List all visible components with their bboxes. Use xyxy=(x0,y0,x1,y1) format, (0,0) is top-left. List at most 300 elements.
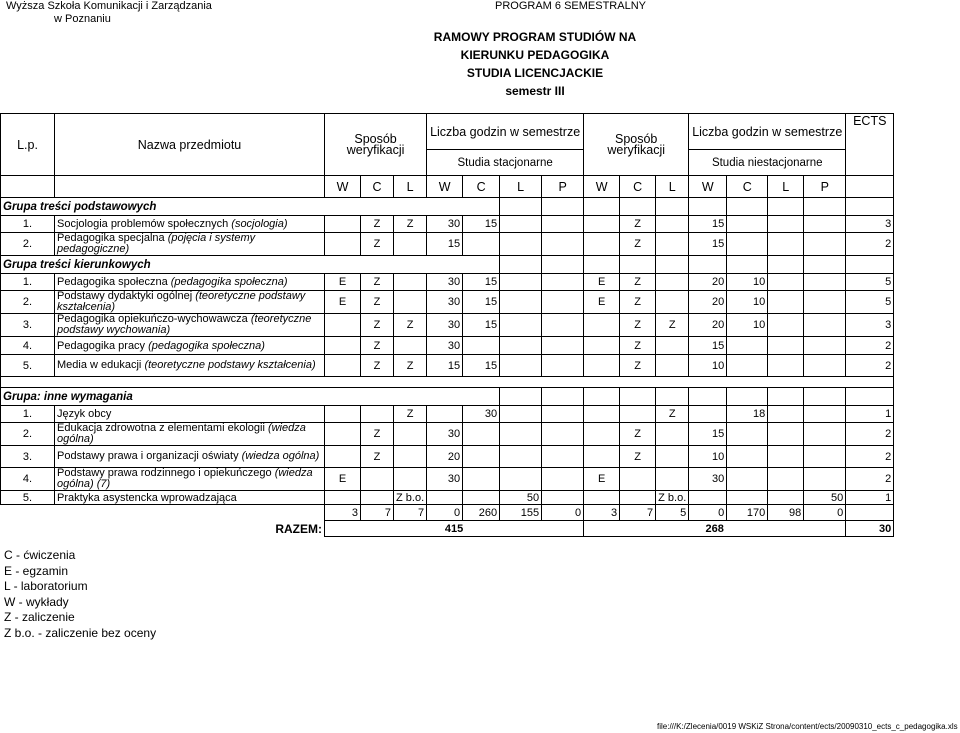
row-subject xyxy=(55,274,325,291)
group-blank-cell xyxy=(804,198,846,216)
row-lp: 4. xyxy=(1,337,55,355)
col-name-header: Nazwa przedmiotu xyxy=(55,114,325,176)
subject-suffix: (wiedza ogólna) xyxy=(57,422,306,445)
row-value xyxy=(427,491,463,505)
subject-name: Edukacja zdrowotna z elementami ekologii xyxy=(57,422,265,434)
row-value xyxy=(768,337,804,355)
razem-st-total: 415 xyxy=(325,521,584,537)
row-lp: 2. xyxy=(1,291,55,314)
count-cell: 0 xyxy=(542,505,584,521)
row-value xyxy=(804,406,846,423)
row-value: Z xyxy=(361,233,394,256)
row-value xyxy=(768,233,804,256)
row-value xyxy=(727,468,768,491)
row-value xyxy=(768,446,804,468)
row-value xyxy=(542,491,584,505)
row-value xyxy=(542,446,584,468)
row-value: E xyxy=(584,468,620,491)
legend-item: Z b.o. - zaliczenie bez oceny xyxy=(4,625,157,640)
row-value: 5 xyxy=(846,291,894,314)
group-blank-cell xyxy=(620,198,656,216)
row-value: 15 xyxy=(689,337,727,355)
row-value: Z xyxy=(361,446,394,468)
count-cell: 7 xyxy=(620,505,656,521)
row-value: Z xyxy=(656,314,689,337)
row-value xyxy=(768,291,804,314)
row-value xyxy=(768,355,804,377)
count-cell: 0 xyxy=(427,505,463,521)
row-value xyxy=(584,446,620,468)
row-value: Z xyxy=(620,446,656,468)
row-value xyxy=(656,337,689,355)
row-value: Z xyxy=(620,274,656,291)
row-value: Z xyxy=(361,337,394,355)
col-sposob-st-header: Sposób weryfikacji xyxy=(325,114,427,176)
row-value xyxy=(620,468,656,491)
row-value xyxy=(768,491,804,505)
row-value xyxy=(656,233,689,256)
table-row xyxy=(1,233,894,256)
row-value xyxy=(463,423,500,446)
row-value xyxy=(656,468,689,491)
razem-ns-total: 268 xyxy=(584,521,846,537)
row-value xyxy=(394,423,427,446)
row-lp: 1. xyxy=(1,274,55,291)
row-value xyxy=(804,233,846,256)
sub-ns-hours-p: P xyxy=(804,176,846,198)
row-value: 30 xyxy=(463,406,500,423)
col-hours-ns-header: Liczba godzin w semestrze xyxy=(689,114,846,150)
group-title: Grupa treści kierunkowych xyxy=(1,256,500,274)
row-subject xyxy=(55,216,325,233)
row-value: 30 xyxy=(427,291,463,314)
row-value: Z xyxy=(394,406,427,423)
subject-name: Podstawy prawa i organizacji oświaty xyxy=(57,450,239,462)
row-subject xyxy=(55,355,325,377)
count-cell: 3 xyxy=(325,505,361,521)
sub-st-sposob-c: C xyxy=(361,176,394,198)
legend-item: Z - zaliczenie xyxy=(4,610,75,624)
legend-item: E - egzamin xyxy=(4,563,69,578)
group-blank-cell xyxy=(584,198,620,216)
row-value xyxy=(500,337,542,355)
group-blank-cell xyxy=(656,256,689,274)
count-cell: 260 xyxy=(463,505,500,521)
sub-st-hours-w: W xyxy=(427,176,463,198)
row-value xyxy=(804,216,846,233)
legend-item: L - laboratorium xyxy=(4,579,88,593)
row-value: Z xyxy=(361,216,394,233)
row-value xyxy=(804,337,846,355)
row-value xyxy=(542,423,584,446)
group-blank-cell xyxy=(768,256,804,274)
row-lp: 5. xyxy=(1,491,55,505)
row-value xyxy=(500,406,542,423)
row-value xyxy=(727,337,768,355)
group-blank-cell xyxy=(500,198,542,216)
group-blank-cell xyxy=(542,256,584,274)
row-value xyxy=(542,468,584,491)
counts-blank xyxy=(1,505,55,521)
row-value: 30 xyxy=(427,216,463,233)
row-value xyxy=(584,233,620,256)
row-value: Z xyxy=(620,314,656,337)
row-value: 5 xyxy=(846,274,894,291)
group-blank-cell xyxy=(804,256,846,274)
row-value: 10 xyxy=(727,274,768,291)
group-blank-cell xyxy=(542,198,584,216)
row-value xyxy=(361,468,394,491)
subject-suffix: (teoretyczne podstawy wychowania) xyxy=(57,313,312,336)
row-value: Z xyxy=(394,355,427,377)
subject-suffix: (pedagogika społeczna) xyxy=(170,276,288,288)
row-value: Z xyxy=(620,337,656,355)
row-value xyxy=(463,337,500,355)
subject-suffix: (teoretyczne podstawy kształcenia) xyxy=(57,290,306,313)
row-value: E xyxy=(325,274,361,291)
group-blank-cell xyxy=(846,388,894,406)
row-subject xyxy=(55,491,325,505)
row-value: 2 xyxy=(846,355,894,377)
row-value: Z xyxy=(361,314,394,337)
row-value: 15 xyxy=(463,274,500,291)
col-lp-header: L.p. xyxy=(1,114,55,176)
row-value xyxy=(804,274,846,291)
group-blank-cell xyxy=(542,388,584,406)
row-value xyxy=(768,423,804,446)
row-lp: 1. xyxy=(1,406,55,423)
group-blank-cell xyxy=(500,388,542,406)
subheader-blank xyxy=(1,176,55,198)
group-blank-cell xyxy=(689,256,727,274)
row-value: 20 xyxy=(689,274,727,291)
count-cell: 155 xyxy=(500,505,542,521)
subheader-blank xyxy=(846,176,894,198)
table-row xyxy=(1,291,894,314)
row-lp: 3. xyxy=(1,314,55,337)
group-blank-cell xyxy=(656,388,689,406)
group-blank-cell xyxy=(727,198,768,216)
row-value xyxy=(689,406,727,423)
row-value xyxy=(325,446,361,468)
row-value xyxy=(727,423,768,446)
row-value xyxy=(500,291,542,314)
row-value xyxy=(394,233,427,256)
row-value xyxy=(768,406,804,423)
counts-blank xyxy=(55,505,325,521)
table-row xyxy=(1,406,894,423)
subject-name: Pedagogika społeczna xyxy=(57,276,168,288)
row-value: 10 xyxy=(689,355,727,377)
sub-ns-hours-c: C xyxy=(727,176,768,198)
sub-ns-sposob-w: W xyxy=(584,176,620,198)
row-value xyxy=(394,446,427,468)
row-lp: 5. xyxy=(1,355,55,377)
subject-name: Pedagogika specjalna xyxy=(57,232,165,244)
school-name: Wyższa Szkoła Komunikacji i Zarządzania w Poznaniu xyxy=(6,0,212,25)
razem-row xyxy=(1,521,894,537)
sub-st-hours-c: C xyxy=(463,176,500,198)
subject-name: Pedagogika opiekuńczo-wychowawcza xyxy=(57,313,248,325)
row-value xyxy=(727,446,768,468)
group-blank-cell xyxy=(620,388,656,406)
row-value xyxy=(325,491,361,505)
sub-st-hours-p: P xyxy=(542,176,584,198)
row-lp: 2. xyxy=(1,233,55,256)
row-value: 30 xyxy=(427,468,463,491)
row-value xyxy=(804,355,846,377)
row-value: Z xyxy=(620,355,656,377)
group-blank-cell xyxy=(584,256,620,274)
count-cell: 0 xyxy=(689,505,727,521)
table-row xyxy=(1,216,894,233)
subject-name: Podstawy prawa rodzinnego i opiekuńczego xyxy=(57,467,272,479)
row-value: 20 xyxy=(689,291,727,314)
count-cell: 0 xyxy=(804,505,846,521)
row-value: 30 xyxy=(427,274,463,291)
row-value xyxy=(500,468,542,491)
row-value xyxy=(325,406,361,423)
row-value xyxy=(542,291,584,314)
row-value: Z xyxy=(620,233,656,256)
spacer-row xyxy=(1,377,894,388)
row-value xyxy=(584,406,620,423)
row-value: Z xyxy=(361,291,394,314)
sub-ns-hours-l: L xyxy=(768,176,804,198)
row-value: 2 xyxy=(846,337,894,355)
row-value xyxy=(500,233,542,256)
group-blank-cell xyxy=(727,388,768,406)
sub-st-hours-l: L xyxy=(500,176,542,198)
counts-blank xyxy=(846,505,894,521)
row-subject xyxy=(55,406,325,423)
row-value xyxy=(768,314,804,337)
row-value xyxy=(584,216,620,233)
program-label: PROGRAM 6 SEMESTRALNY xyxy=(495,0,646,12)
group-blank-cell xyxy=(727,256,768,274)
row-value: 10 xyxy=(727,314,768,337)
row-value xyxy=(584,355,620,377)
subject-suffix: (socjologia) xyxy=(231,218,288,230)
subject-suffix: (pedagogika społeczna) xyxy=(148,339,265,352)
group-blank-cell xyxy=(656,198,689,216)
row-value: 18 xyxy=(727,406,768,423)
table-row xyxy=(1,274,894,291)
row-value xyxy=(500,446,542,468)
count-cell: 7 xyxy=(361,505,394,521)
group-blank-cell xyxy=(768,198,804,216)
row-value: 15 xyxy=(689,216,727,233)
row-value: E xyxy=(584,274,620,291)
row-value xyxy=(727,233,768,256)
row-value xyxy=(325,355,361,377)
razem-label: RAZEM: xyxy=(55,521,325,537)
row-value: 50 xyxy=(500,491,542,505)
count-cell: 98 xyxy=(768,505,804,521)
row-value xyxy=(394,291,427,314)
row-lp: 4. xyxy=(1,468,55,491)
row-value: 15 xyxy=(463,314,500,337)
row-value: 10 xyxy=(727,291,768,314)
sub-ns-sposob-c: C xyxy=(620,176,656,198)
subject-suffix: (pojęcia i systemy pedagogiczne) xyxy=(57,232,256,255)
row-value: Z b.o. xyxy=(394,491,427,505)
row-value xyxy=(584,337,620,355)
sub-ns-sposob-l: L xyxy=(656,176,689,198)
curriculum-table xyxy=(0,113,894,537)
subject-name: Pedagogika pracy xyxy=(57,339,146,352)
row-value xyxy=(325,216,361,233)
legend-item: C - ćwiczenia xyxy=(4,548,76,562)
row-value xyxy=(584,314,620,337)
row-value xyxy=(325,423,361,446)
row-value xyxy=(500,423,542,446)
footer-path: file:///K:/Zlecenia/0019 WSKiZ Strona/content/ects/20090310_ects_c_pedagogika.xls xyxy=(657,722,958,731)
row-value: 2 xyxy=(846,446,894,468)
col-ects-header: ECTS xyxy=(846,114,894,176)
group-blank-cell xyxy=(768,388,804,406)
row-value xyxy=(325,314,361,337)
row-value: 15 xyxy=(463,291,500,314)
row-value: Z xyxy=(656,406,689,423)
row-value: Z xyxy=(620,216,656,233)
row-value: Z b.o. xyxy=(656,491,689,505)
row-value xyxy=(542,314,584,337)
row-value xyxy=(542,233,584,256)
row-value: 2 xyxy=(846,468,894,491)
row-value xyxy=(325,233,361,256)
page-title: RAMOWY PROGRAM STUDIÓW NA KIERUNKU PEDAGOGIKA STUDIA LICENCJACKIE semestr III xyxy=(433,30,637,98)
row-value xyxy=(500,274,542,291)
row-value: 3 xyxy=(846,314,894,337)
row-subject xyxy=(55,468,325,491)
legend-item: W - wykłady xyxy=(4,594,69,609)
subject-suffix: (wiedza ogólna) (7) xyxy=(57,467,313,490)
row-value xyxy=(500,216,542,233)
row-value xyxy=(463,491,500,505)
row-value xyxy=(768,216,804,233)
group-blank-cell xyxy=(846,256,894,274)
row-value: Z xyxy=(394,216,427,233)
row-value: 1 xyxy=(846,491,894,505)
row-value xyxy=(500,314,542,337)
group-title: Grupa treści podstawowych xyxy=(1,198,500,216)
group-blank-cell xyxy=(689,388,727,406)
row-lp: 1. xyxy=(1,216,55,233)
row-subject xyxy=(55,314,325,337)
row-value: 30 xyxy=(427,314,463,337)
row-value xyxy=(689,491,727,505)
row-value: 15 xyxy=(463,355,500,377)
studia-ns-label: Studia niestacjonarne xyxy=(689,150,846,176)
row-subject xyxy=(55,291,325,314)
subject-name: Język obcy xyxy=(57,408,112,420)
row-value: Z xyxy=(620,291,656,314)
row-value: 15 xyxy=(427,233,463,256)
subject-name: Praktyka asystencka wprowadzająca xyxy=(57,491,237,504)
sub-ns-hours-w: W xyxy=(689,176,727,198)
group-blank-cell xyxy=(689,198,727,216)
row-value: 30 xyxy=(689,468,727,491)
row-value xyxy=(325,337,361,355)
count-cell: 5 xyxy=(656,505,689,521)
row-value: 30 xyxy=(427,423,463,446)
row-value xyxy=(542,274,584,291)
row-value xyxy=(804,468,846,491)
sub-st-sposob-l: L xyxy=(394,176,427,198)
sub-st-sposob-w: W xyxy=(325,176,361,198)
row-value xyxy=(804,291,846,314)
row-subject xyxy=(55,446,325,468)
row-value xyxy=(804,446,846,468)
row-value: 2 xyxy=(846,423,894,446)
row-value xyxy=(620,406,656,423)
row-subject xyxy=(55,337,325,355)
table-row xyxy=(1,355,894,377)
table-row xyxy=(1,314,894,337)
row-value: 15 xyxy=(689,233,727,256)
row-subject xyxy=(55,423,325,446)
row-value: 3 xyxy=(846,216,894,233)
counts-row xyxy=(1,505,894,521)
table-row xyxy=(1,491,894,505)
row-value xyxy=(656,274,689,291)
row-value xyxy=(804,314,846,337)
subheader-blank xyxy=(55,176,325,198)
row-value: Z xyxy=(361,274,394,291)
row-value xyxy=(584,491,620,505)
row-value xyxy=(542,216,584,233)
row-value xyxy=(656,355,689,377)
row-value: 20 xyxy=(427,446,463,468)
row-value xyxy=(656,446,689,468)
row-value xyxy=(656,216,689,233)
legend xyxy=(4,548,156,641)
table-row xyxy=(1,468,894,491)
row-value xyxy=(727,216,768,233)
group-blank-cell xyxy=(620,256,656,274)
row-value xyxy=(768,274,804,291)
row-value xyxy=(542,406,584,423)
row-value: 50 xyxy=(804,491,846,505)
row-value: 2 xyxy=(846,233,894,256)
row-value xyxy=(584,423,620,446)
row-value: 15 xyxy=(427,355,463,377)
row-value xyxy=(620,491,656,505)
group-blank-cell xyxy=(846,198,894,216)
row-value: Z xyxy=(361,423,394,446)
group-blank-cell xyxy=(804,388,846,406)
row-value xyxy=(427,406,463,423)
razem-blank xyxy=(1,521,55,537)
row-value xyxy=(542,355,584,377)
row-value xyxy=(394,337,427,355)
row-subject xyxy=(55,233,325,256)
row-value xyxy=(361,491,394,505)
row-value xyxy=(361,406,394,423)
subject-name: Podstawy dydaktyki ogólnej xyxy=(57,290,193,302)
row-value: 1 xyxy=(846,406,894,423)
row-value: 15 xyxy=(689,423,727,446)
row-lp: 3. xyxy=(1,446,55,468)
row-lp: 2. xyxy=(1,423,55,446)
row-value xyxy=(542,337,584,355)
table-row xyxy=(1,337,894,355)
row-value xyxy=(768,468,804,491)
group-blank-cell xyxy=(500,256,542,274)
row-value: 20 xyxy=(689,314,727,337)
subject-suffix: (wiedza ogólna) xyxy=(241,450,320,462)
